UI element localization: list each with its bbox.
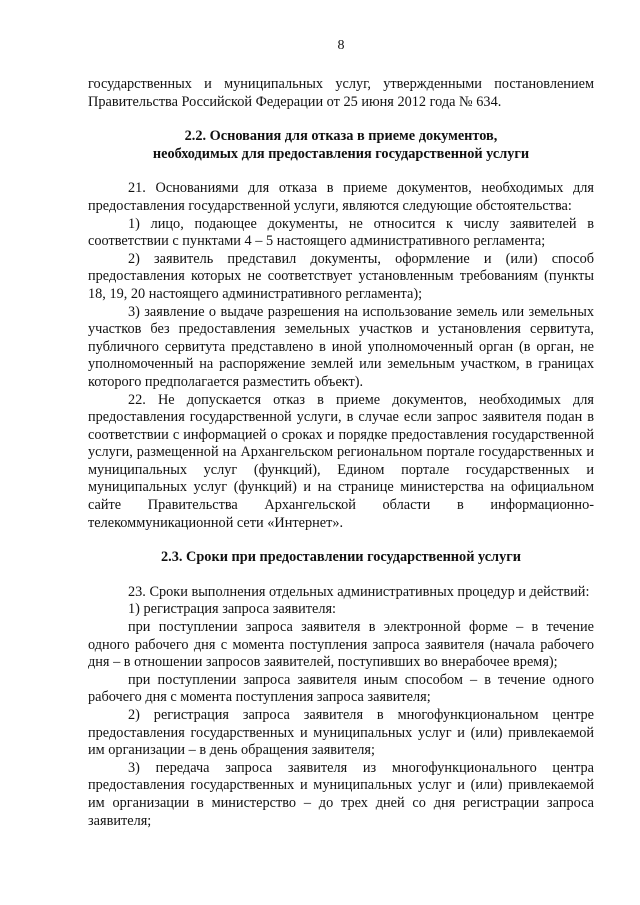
section-2-2-heading-line1: 2.2. Основания для отказа в приеме документов, [184, 128, 498, 145]
paragraph-22: 22. Не допускается отказ в приеме документов, необходимых для предоставления государственной услуги, в случае если запрос заявителя подан в соответствии с информацией о сроках и порядке предоставления государственной услуги, размещенной на Архангельском региональном портале государственных и муниципальных услуг (функций), Едином портале государственных и муниципальных услуг (функций) и на странице министерства на официальном сайте Правительства Архангельской области в информационно-телекоммуникационной сети «Интернет». [88, 391, 594, 531]
paragraph-23-item-1b: при поступлении запроса заявителя иным способом – в течение одного рабочего дня с момента поступления запроса заявителя; [88, 671, 594, 706]
paragraph-23-item-1a: при поступлении запроса заявителя в электронной форме – в течение одного рабочего дня с момента поступления запроса заявителя (начала рабочего дня – в отношении запросов заявителей, поступивших во внерабочее время); [88, 619, 594, 671]
section-2-2-heading-line2: необходимых для предоставления государственной услуги [152, 145, 530, 162]
paragraph-23-item-2: 2) регистрация запроса заявителя в многофункциональном центре предоставления государственных и муниципальных услуг и (или) привлекаемой им организации – в день обращения заявителя; [88, 707, 594, 759]
paragraph-21-item-1: 1) лицо, подающее документы, не относится к числу заявителей в соответствии с пунктами 4 – 5 настоящего административного регламента; [88, 215, 594, 250]
paragraph-23: 23. Сроки выполнения отдельных административных процедур и действий: [128, 583, 590, 600]
paragraph-21-item-2: 2) заявитель представил документы, оформление и (или) способ предоставления которых не соответствует установленным требованиям (пункты 18, 19, 20 настоящего административного регламента); [88, 250, 594, 302]
section-2-3-heading: 2.3. Сроки при предоставлении государственной услуги [161, 549, 521, 566]
intro-paragraph: государственных и муниципальных услуг, утвержденными постановлением Правительства Российской Федерации от 25 июня 2012 года № 634. [88, 76, 594, 110]
paragraph-23-item-3: 3) передача запроса заявителя из многофункционального центра предоставления государственных и муниципальных услуг и (или) привлекаемой им организации в министерство – до трех дней со дня регистрации запроса заявителя; [88, 759, 594, 829]
paragraph-21: 21. Основаниями для отказа в приеме документов, необходимых для предоставления государственной услуги, являются следующие обстоятельства: [88, 180, 594, 214]
paragraph-21-item-3: 3) заявление о выдаче разрешения на использование земель или земельных участков без предоставления земельных участков и установления сервитута, публичного сервитута представлено в иной уполномоченный орган (в орган, не уполномоченный на распоряжение землей или земельным участком, в границах которого предполагается разместить объект). [88, 303, 594, 390]
page-number: 8 [337, 38, 345, 53]
section-2-2-heading [88, 128, 594, 163]
paragraph-23-item-1: 1) регистрация запроса заявителя: [128, 601, 337, 618]
